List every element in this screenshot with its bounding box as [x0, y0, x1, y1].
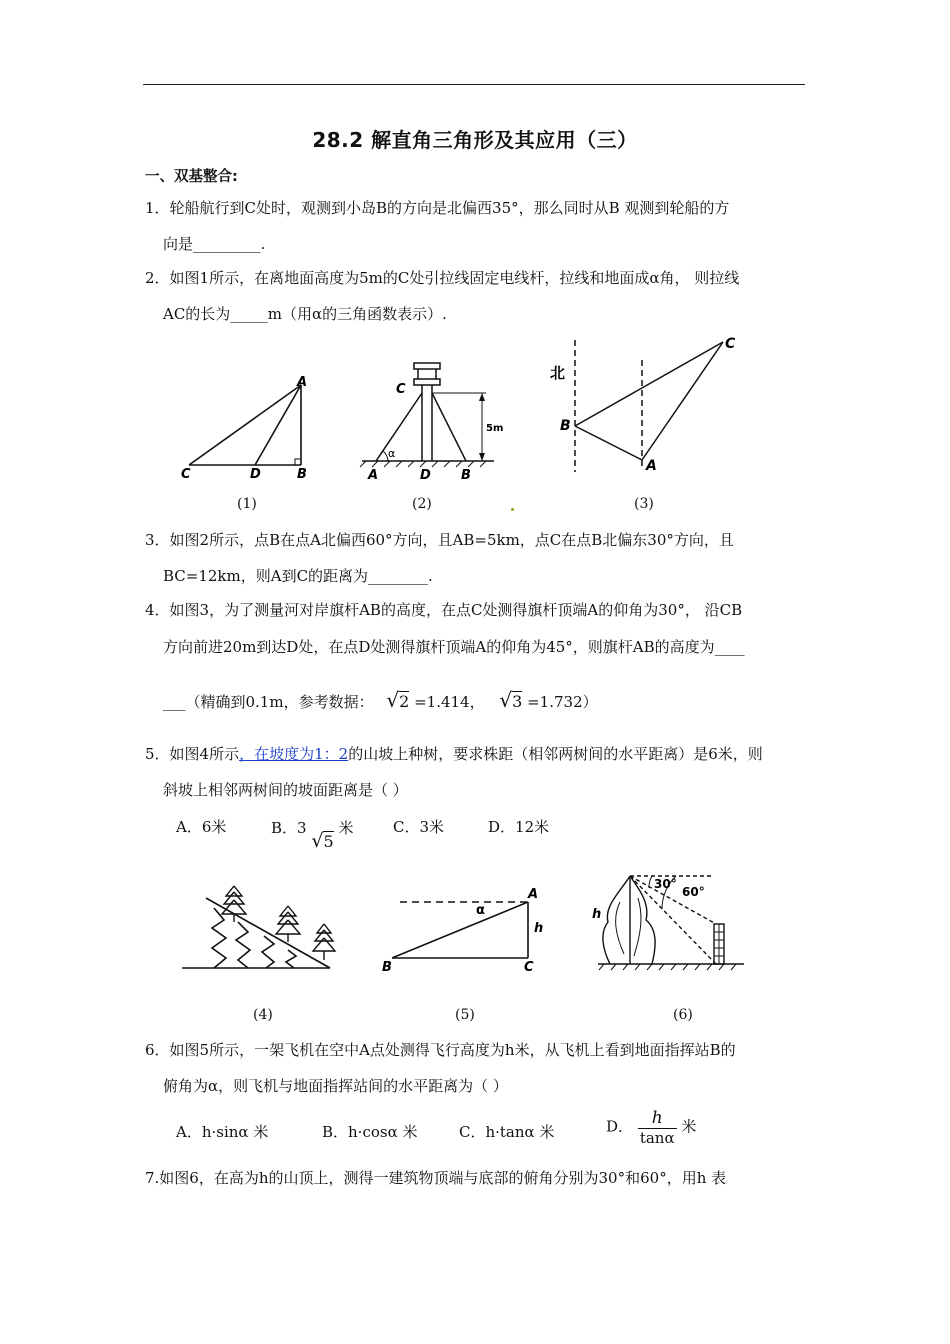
fig6-arc-30 — [649, 876, 652, 888]
q4-line3-b: =1.414， — [414, 693, 485, 711]
q1-line1: 1．轮船航行到C处时，观测到小岛B的方向是北偏西35°，那么同时从B 观测到轮船的方 — [145, 199, 730, 217]
fig6-mountain-texture — [616, 898, 641, 956]
fig5-line-ba — [392, 902, 528, 958]
fig4-hatch-3 — [262, 936, 274, 968]
fig6-caption: (6) — [673, 1007, 693, 1023]
fig5-label-a: A — [528, 887, 539, 902]
q2-line2: AC的长为_____m（用α的三角函数表示）. — [163, 305, 447, 323]
fig1-line-da — [255, 385, 301, 465]
fig3-line-ba — [575, 426, 642, 460]
fig5-label-b: B — [382, 960, 392, 974]
fig2-alpha-label: α — [388, 447, 396, 460]
fig6-mountain — [603, 876, 655, 964]
sqrt2-radical: √ — [386, 688, 400, 712]
fig3-line-ac — [642, 342, 723, 460]
q7-line1: 7.如图6，在高为h的山顶上，测得一建筑物顶端与底部的俯角分别为30°和60°，用h 表 — [145, 1169, 727, 1187]
q2-line1: 2．如图1所示，在离地面高度为5m的C处引拉线固定电线杆，拉线和地面成α角， 则拉线 — [145, 269, 740, 287]
fig4-hatch-2 — [236, 922, 250, 968]
figure-5 — [378, 882, 548, 974]
q4-line1: 4．如图3，为了测量河对岸旗杆AB的高度，在点C处测得旗杆顶端A的仰角为30°， 沿CB — [145, 601, 743, 619]
q3-line2: BC=12km，则A到C的距离为________. — [163, 567, 433, 585]
fig3-label-b: B — [560, 418, 571, 434]
fig4-caption: (4) — [253, 1007, 273, 1023]
fig2-hatching — [360, 461, 486, 467]
q5-option-c: C．3米 — [393, 818, 445, 836]
fig3-caption: (3) — [634, 496, 654, 512]
fig2-height-label: 5m — [486, 423, 503, 434]
fig2-wire-right — [432, 393, 466, 461]
q6-option-d-denominator: tanα — [639, 1129, 675, 1147]
q4-line3-c: =1.732） — [527, 693, 598, 711]
q5-sqrt-radical: √ — [311, 830, 324, 852]
stray-dot — [511, 508, 514, 511]
figure-1 — [175, 370, 315, 480]
fig1-right-angle — [295, 459, 301, 465]
fig4-tree-3 — [313, 924, 335, 960]
fig1-line-ca — [189, 385, 301, 465]
figure-3 — [545, 330, 745, 480]
fig2-pole-top — [414, 363, 440, 369]
q6-option-d — [606, 1108, 696, 1147]
q5-slope-link[interactable]: ，在坡度为1：2 — [239, 745, 349, 763]
header-rule — [143, 84, 805, 85]
q6-option-c: C．h·tanα 米 — [459, 1123, 555, 1141]
fig4-tree-1 — [222, 886, 246, 922]
fig6-angle-30: 30° — [654, 877, 677, 891]
fig1-label-b: B — [297, 467, 307, 480]
fig4-hatch-1 — [212, 908, 226, 968]
figure-2 — [358, 355, 503, 485]
q3-line1: 3．如图2所示，点B在点A北偏西60°方向，且AB=5km，点C在点B北偏东30°方向，且 — [145, 531, 734, 549]
q5-option-d: D．12米 — [488, 818, 550, 836]
q6-option-b: B．h·cosα 米 — [322, 1123, 418, 1141]
fig2-wire-left — [376, 393, 422, 461]
fig6-angle-60: 60° — [682, 885, 705, 899]
figure-4 — [178, 876, 338, 976]
fig6-label-h: h — [592, 907, 602, 922]
fig5-label-c: C — [524, 960, 534, 974]
sqrt3-value: 3 — [512, 692, 523, 711]
fig1-label-c: C — [181, 467, 191, 480]
fig2-label-d: D — [420, 468, 431, 483]
section-heading: 一、双基整合: — [145, 169, 238, 185]
sqrt3-radical: √ — [499, 688, 513, 712]
q5-option-b-prefix: B．3 — [271, 819, 307, 837]
fig1-label-a: A — [297, 375, 308, 390]
q6-option-d-fraction — [638, 1108, 677, 1147]
fig3-line-bc — [575, 342, 723, 426]
q4-line2: 方向前进20m到达D处，在点D处测得旗杆顶端A的仰角为45°，则旗杆AB的高度为____ — [163, 638, 745, 656]
q5-option-b-suffix: 米 — [338, 819, 354, 837]
fig5-caption: (5) — [455, 1007, 475, 1023]
fig2-label-b: B — [461, 468, 471, 483]
q6-option-a: A．h·sinα 米 — [176, 1123, 269, 1141]
fig2-arrow-up — [479, 393, 485, 401]
fig2-caption: (2) — [412, 496, 432, 512]
fig5-label-h: h — [534, 921, 544, 936]
q6-line2: 俯角为α，则飞机与地面指挥站间的水平距离为（ ） — [163, 1077, 508, 1095]
page-title: 28.2 解直角三角形及其应用（三） — [312, 128, 638, 152]
q5-line2: 斜坡上相邻两树间的坡面距离是（ ） — [163, 781, 408, 799]
fig4-hatch-4 — [286, 950, 296, 968]
q4-line3 — [163, 690, 598, 712]
q5-option-b — [271, 817, 354, 852]
q5-line1-a: 5．如图4所示 — [145, 745, 240, 763]
fig6-hatching — [599, 964, 736, 970]
fig4-tree-2 — [276, 906, 300, 942]
q6-option-d-prefix: D． — [606, 1117, 634, 1136]
q5-option-a: A．6米 — [176, 818, 227, 836]
figure-6 — [590, 862, 750, 972]
q1-line2: 向是_________. — [163, 235, 266, 253]
q5-sqrt-value: 5 — [323, 832, 334, 851]
q5-line1-b: 的山坡上种树，要求株距（相邻两树间的水平距离）是6米，则 — [348, 745, 763, 763]
fig3-label-c: C — [725, 336, 736, 352]
fig2-crossbar — [414, 379, 440, 385]
q6-option-d-suffix: 米 — [681, 1117, 697, 1136]
fig3-label-a: A — [646, 458, 657, 474]
fig1-caption: (1) — [237, 496, 257, 512]
fig2-label-c: C — [396, 382, 406, 397]
q4-line3-a: ___（精确到0.1m，参考数据： — [163, 693, 374, 711]
fig5-alpha-label: α — [476, 903, 485, 918]
fig2-label-a: A — [368, 468, 379, 483]
q5-line1 — [145, 744, 763, 764]
fig1-label-d: D — [250, 467, 261, 480]
q6-option-d-numerator: h — [638, 1108, 677, 1129]
fig2-arrow-down — [479, 453, 485, 461]
sqrt2-value: 2 — [399, 692, 410, 711]
fig3-north-label: 北 — [550, 364, 566, 382]
q6-line1: 6．如图5所示，一架飞机在空中A点处测得飞行高度为h米，从飞机上看到地面指挥站B的 — [145, 1041, 736, 1059]
